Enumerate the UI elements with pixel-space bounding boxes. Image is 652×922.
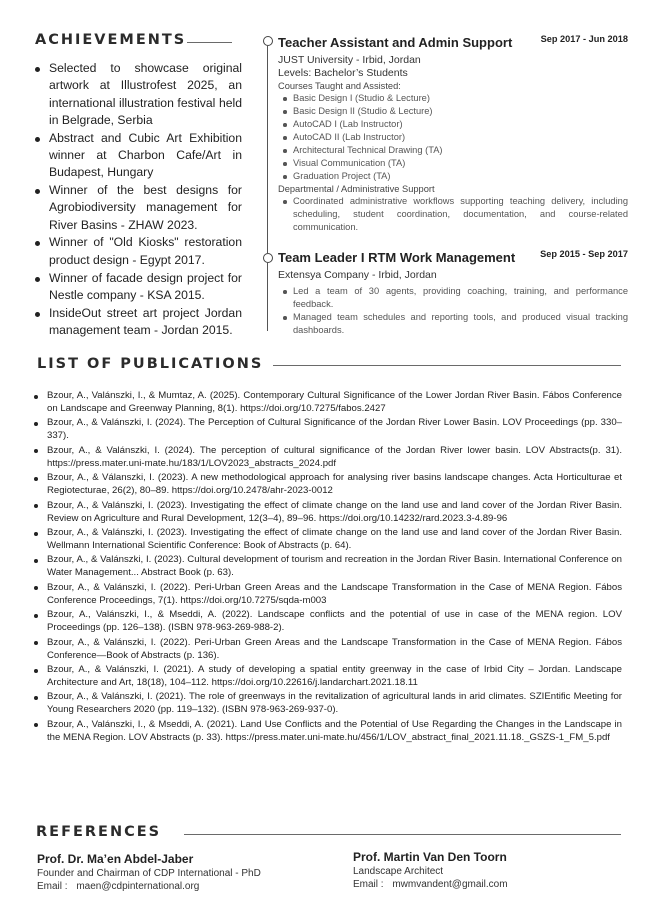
reference-name: Prof. Dr. Ma’en Abdel-Jaber <box>37 852 194 866</box>
course-item: AutoCAD I (Lab Instructor) <box>278 118 628 131</box>
course-item: Basic Design II (Studio & Lecture) <box>278 105 628 118</box>
publication-item: Bzour, A., Valánszki, I., & Mseddi, A. (2021). Land Use Conflicts and the Potential of Use Regarding the Changes in the Landscape in the MENA Region. LOV Abstracts (p. 33). https://press.mater.uni-mate.hu/456/1/LOV_abstract_final_2021.11.18._GSZS-1_FM_5.pdf <box>32 719 622 745</box>
job-title: Teacher Assistant and Admin Support <box>278 35 513 50</box>
achievement-item: Selected to showcase original artwork at Illustrofest 2025, an international illustration festival held in Belgrade, Serbia <box>32 60 242 129</box>
publication-item: Bzour, A., Valánszki, I., & Mseddi, A. (2022). Landscape conflicts and the potential of use in case of the MENA region. LOV Proceedings (pp. 126–138). (ISBN 978-963-269-988-2). <box>32 609 622 635</box>
timeline-line <box>267 46 268 253</box>
email-label: Email : <box>37 880 68 892</box>
course-item: AutoCAD II (Lab Instructor) <box>278 131 628 144</box>
achievement-item: Winner of facade design project for Nestle company - KSA 2015. <box>32 270 242 305</box>
course-item: Graduation Project (TA) <box>278 170 628 183</box>
achievements-rule <box>187 42 232 43</box>
publication-item: Bzour, A., & Valánszki, I. (2021). The role of greenways in the revitalization of agricultural lands in arid climates. SZIEntific Meeting for Young Researchers 2020 (pp. 119–132). (ISBN 978-963-269-937-0). <box>32 691 622 717</box>
reference-role: Founder and Chairman of CDP International - PhD <box>37 868 261 879</box>
course-item: Architectural Technical Drawing (TA) <box>278 144 628 157</box>
publication-item: Bzour, A., & Valánszki, I. (2023). Investigating the effect of climate change on the land use and land cover of the Jordan River Basin. Review on Agriculture and Rural Development, 12(3–4), 89–96. https://doi.org/10.14232/rard.2023.3-4.89-96 <box>32 500 622 526</box>
department-list <box>278 195 628 234</box>
timeline-line <box>267 263 268 331</box>
achievements-title: ACHIEVEMENTS <box>35 32 187 48</box>
references-title: REFERENCES <box>36 824 162 840</box>
reference-email[interactable]: maen@cdpinternational.org <box>76 880 200 892</box>
courses-list <box>278 92 628 183</box>
publications-list <box>32 390 622 746</box>
courses-label: Courses Taught and Assisted: <box>278 81 401 91</box>
job-duties-list <box>278 285 628 337</box>
job-level: Levels: Bachelor’s Students <box>278 67 408 79</box>
publication-item: Bzour, A., & Valánszki, I. (2022). Peri-Urban Green Areas and the Landscape Transformation in the Case of MENA Region. Fábos Conference Proceedings, 7(1). https://doi.org/10.7275/sqda-m003 <box>32 582 622 608</box>
reference-role: Landscape Architect <box>353 866 444 877</box>
publications-rule <box>273 365 621 366</box>
duty-item: Managed team schedules and reporting tools, and produced visual tracking dashboards. <box>278 311 628 337</box>
duty-item: Led a team of 30 agents, providing coaching, training, and performance feedback. <box>278 285 628 311</box>
reference-email-row <box>353 879 508 892</box>
job-organization: JUST University - Irbid, Jordan <box>278 54 421 66</box>
publications-title: LIST OF PUBLICATIONS <box>37 356 264 372</box>
timeline-dot-icon <box>263 36 273 46</box>
job-title: Team Leader I RTM Work Management <box>278 250 516 265</box>
publication-item: Bzour, A., & Valánszki, I. (2022). Peri-Urban Green Areas and the Landscape Transformation in the Case of MENA Region. Fábos Conference—Book of Abstracts (p. 136). <box>32 637 622 663</box>
reference-van-den-toorn <box>353 850 508 891</box>
email-label: Email : <box>353 878 384 890</box>
job-date: Sep 2017 - Jun 2018 <box>540 34 628 44</box>
course-item: Basic Design I (Studio & Lecture) <box>278 92 628 105</box>
achievement-item: InsideOut street art project Jordan management team - Jordan 2015. <box>32 305 242 340</box>
achievements-list <box>32 60 242 340</box>
reference-email-row <box>37 881 261 894</box>
job-organization: Extensya Company - Irbid, Jordan <box>278 269 437 281</box>
experience-teacher-assistant <box>278 34 628 234</box>
achievement-item: Winner of "Old Kiosks" restoration product design - Egypt 2017. <box>32 234 242 269</box>
publication-item: Bzour, A., & Valánszki, I. (2023). Cultural development of tourism and recreation in the Jordan River Basin. International Conference on Water Management... Abstract Book (p. 63). <box>32 554 622 580</box>
publication-item: Bzour, A., & Valánszki, I. (2021). A study of developing a spatial entity greenway in the case of Irbid City – Jordan. Landscape Architecture and Art, 18(18), 104–112. https://doi.org/10.22616/j.landarchart.2021.18.11 <box>32 664 622 690</box>
reference-abdel-jaber <box>37 852 261 893</box>
publication-item: Bzour, A., & Válanszki, I. (2023). A new methodological approach for analysing river basins landscape changes. Acta Horticulturae et Regiotecturae, 26(2), 80–89. https://doi.org/10.2478/ahr-2023-0012 <box>32 472 622 498</box>
reference-name: Prof. Martin Van Den Toorn <box>353 850 507 864</box>
publication-item: Bzour, A., & Valánszki, I. (2023). Investigating the effect of climate change on the land use and land cover of the Jordan River Basin. Wellmann International Scientific Conference: Book of Abstracts (p. 64). <box>32 527 622 553</box>
publication-item: Bzour, A., & Valánszki, I. (2024). The perception of cultural significance of the Jordan River lower basin. LOV Abstracts(p. 31). https://press.mater.uni-mate.hu/183/1/LOV2023_abstracts_2024.pdf <box>32 445 622 471</box>
reference-email[interactable]: mwmvandent@gmail.com <box>392 878 508 890</box>
department-item: Coordinated administrative workflows supporting teaching delivery, including scheduling, student coordination, documentation, and course-related communication. <box>278 195 628 234</box>
achievement-item: Winner of the best designs for Agrobiodiversity management for River Basins - ZHAW 2023. <box>32 182 242 234</box>
experience-team-leader <box>278 249 628 337</box>
references-rule <box>184 834 621 835</box>
publication-item: Bzour, A., & Valánszki, I. (2024). The Perception of Cultural Significance of the Jordan River Lower Basin. LOV Proceedings (pp. 330–337). <box>32 417 622 443</box>
department-label: Departmental / Administrative Support <box>278 184 435 194</box>
achievement-item: Abstract and Cubic Art Exhibition winner at Charbon Cafe/Art in Budapest, Hungary <box>32 130 242 182</box>
timeline-dot-icon <box>263 253 273 263</box>
job-date: Sep 2015 - Sep 2017 <box>540 249 628 259</box>
course-item: Visual Communication (TA) <box>278 157 628 170</box>
publication-item: Bzour, A., Valánszki, I., & Mumtaz, A. (2025). Contemporary Cultural Significance of the Lower Jordan River Basin. Fábos Conference on Landscape and Greenway Planning, 8(1). https://doi.org/10.7275/fabos.2427 <box>32 390 622 416</box>
